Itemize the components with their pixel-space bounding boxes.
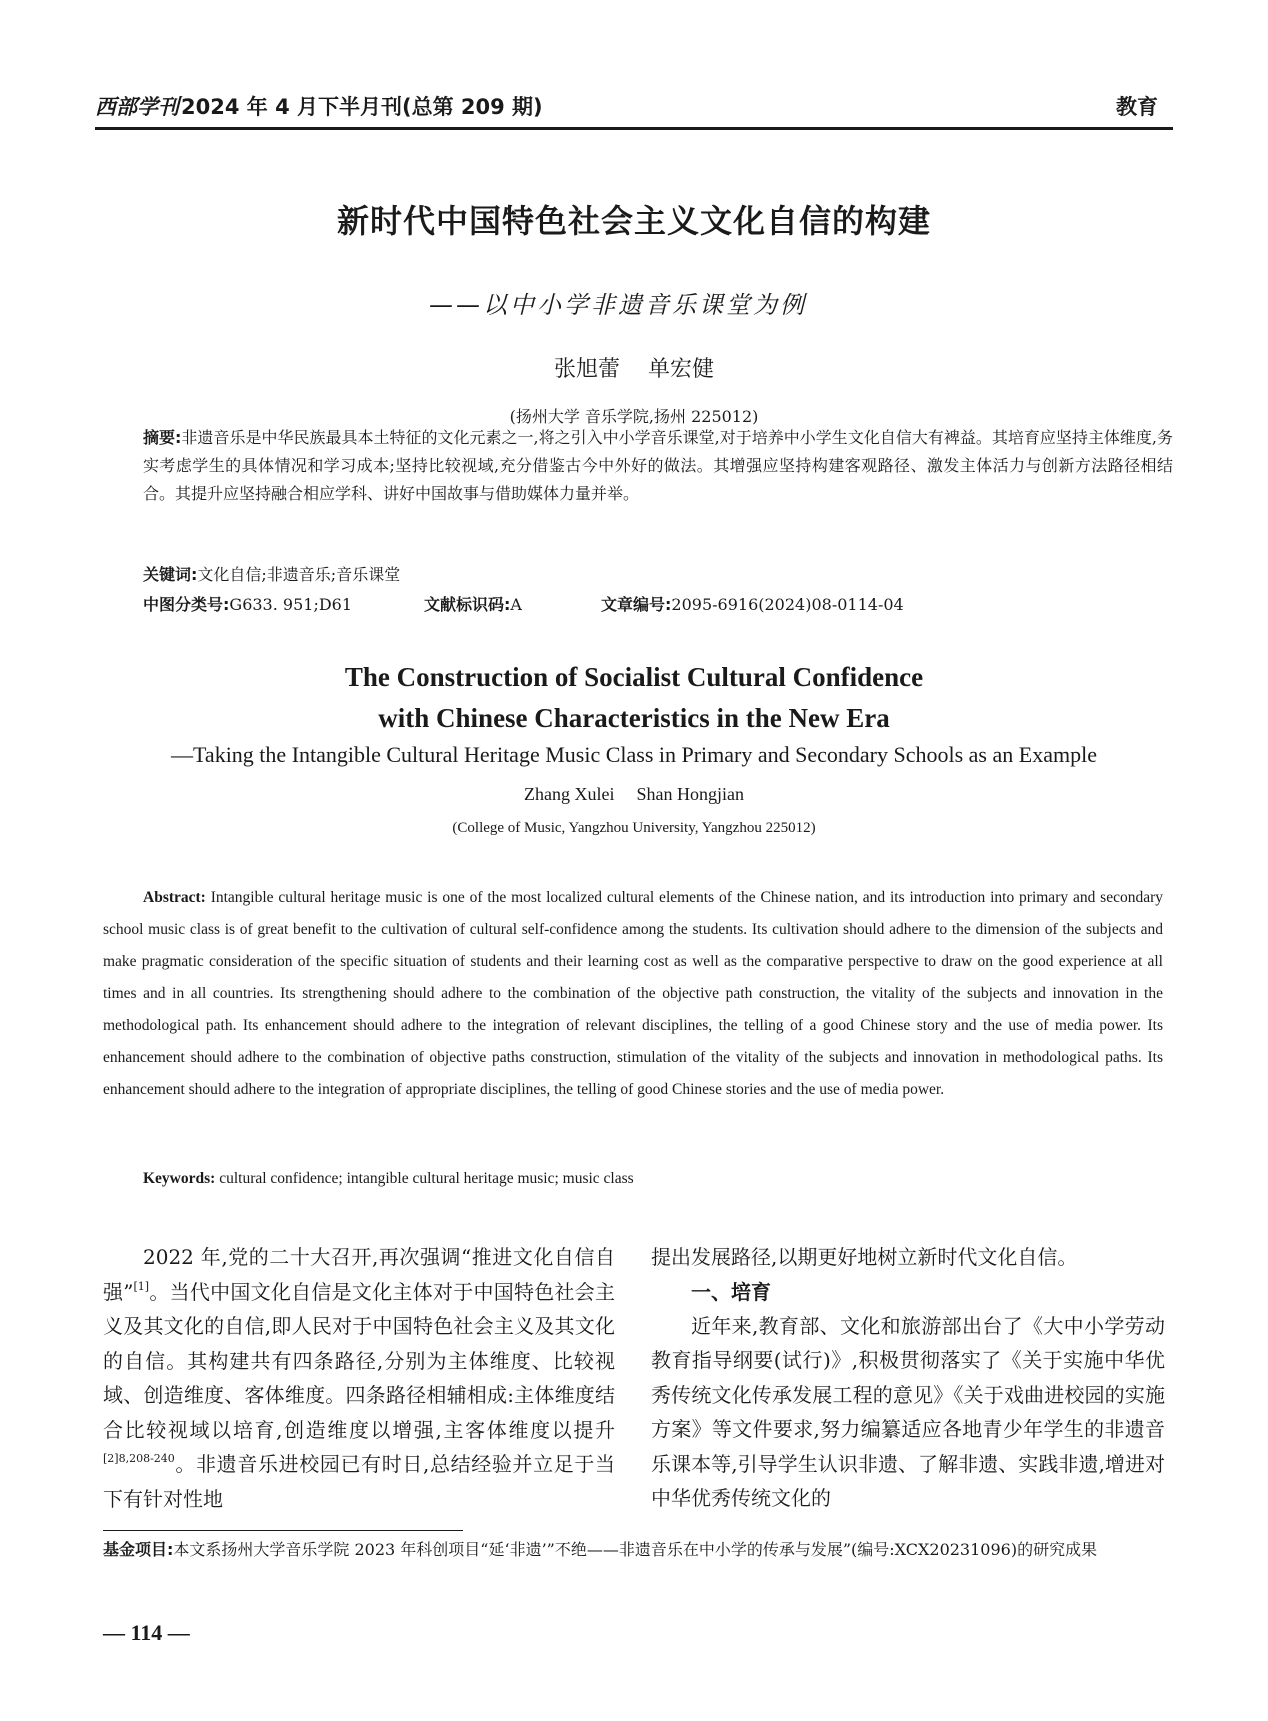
funding-label: 基金项目: (103, 1540, 174, 1559)
article-no-label: 文章编号: (601, 595, 672, 614)
keywords-en-label: Keywords: (143, 1170, 216, 1187)
abstract-cn (143, 424, 1173, 508)
article-title-en-line1: The Construction of Socialist Cultural Confidence (344, 662, 924, 692)
body-text: 。当代中国文化自信是文化主体对于中国特色社会主义及其文化的自信,即人民对于中国特色社会主义及其文化的自信。其构建共有四条路径,分别为主体维度、比较视域、创造维度、客体维度。四条路径相辅相成:主体维度结合比较视域以培育,创造维度以增强,主客体维度以提升 (103, 1279, 615, 1442)
citation-ref: [2]8,208-240 (103, 1452, 175, 1465)
footnote-rule (103, 1530, 463, 1531)
clc-label: 中图分类号: (143, 595, 230, 614)
journal-name: 西部学刊 (95, 94, 179, 119)
author-1-en: Zhang Xulei (524, 784, 615, 804)
issue-info: 2024 年 4 月下半月刊(总第 209 期) (181, 95, 543, 119)
authors-cn (0, 352, 1268, 383)
doc-code-value: A (510, 595, 522, 614)
body-right-column (651, 1240, 1165, 1516)
author-2-en: Shan Hongjian (636, 784, 744, 804)
abstract-en-text: Intangible cultural heritage music is one of the most localized cultural elements of the Chinese nation, and its introduction into primary and secondary school music class is of great benefit to the cultivation of cultural self-confidence among the students. Its cultivation should adhere to the dimension of the subjects and make pragmatic consideration of the specific situation of students and their learning cost as well as the comparative perspective to draw on the good experience at all times and in all countries. Its strengthening should adhere to the combination of the objective path construction, the vitality of the subjects and innovation in the methodological path. Its enhancement should adhere to the integration of relevant disciplines, the telling of a good Chinese story and the use of media power. Its enhancement should adhere to the combination of objective paths construction, stimulation of the vitality of the subjects and innovation in methodological paths. Its enhancement should adhere to the integration of appropriate disciplines, the telling of good Chinese stories and the use of media power. (103, 889, 1163, 1098)
abstract-en (103, 882, 1163, 1106)
keywords-en (143, 1170, 634, 1188)
article-title-en-line2: with Chinese Characteristics in the New Era (378, 703, 890, 733)
funding-text: 本文系扬州大学音乐学院 2023 年科创项目“延‘非遗’”不绝——非遗音乐在中小学的传承与发展”(编号:XCX20231096)的研究成果 (173, 1540, 1098, 1559)
keywords-cn-text: 文化自信;非遗音乐;音乐课堂 (197, 565, 401, 584)
journal-header (95, 91, 543, 121)
header-rule (95, 127, 1173, 130)
article-no-value: 2095-6916(2024)08-0114-04 (671, 595, 904, 614)
article-subtitle-cn: ——以中小学非遗音乐课堂为例 (429, 291, 807, 319)
citation-ref: [1] (133, 1279, 150, 1293)
author-2: 单宏健 (648, 357, 715, 382)
doc-code-label: 文献标识码: (424, 595, 511, 614)
article-subtitle-en: —Taking the Intangible Cultural Heritage Music Class in Primary and Secondary Schools as an Example (171, 742, 1097, 767)
clc-value: G633. 951;D61 (229, 595, 353, 614)
body-text: 提出发展路径,以期更好地树立新时代文化自信。 (651, 1245, 1078, 1269)
clc-number (143, 592, 352, 615)
article-title-cn: 新时代中国特色社会主义文化自信的构建 (336, 202, 931, 240)
affiliation-en: (College of Music, Yangzhou University, Yangzhou 225012) (452, 820, 816, 836)
keywords-cn (143, 562, 400, 585)
affiliation-cn: (扬州大学 音乐学院,扬州 225012) (509, 407, 759, 426)
section-label: 教育 (1116, 95, 1158, 119)
article-number (601, 592, 904, 615)
page-number: — 114 — (103, 1620, 190, 1645)
document-code (424, 592, 522, 615)
body-left-column (103, 1240, 615, 1516)
body-text: 2022 年,党的二十大召开,再次强调“推进文化自信自强” (103, 1245, 615, 1304)
abstract-cn-text: 非遗音乐是中华民族最具本土特征的文化元素之一,将之引入中小学音乐课堂,对于培养中小学生文化自信大有裨益。其培育应坚持主体维度,务实考虑学生的具体情况和学习成本;坚持比较视域,充分借鉴古今中外好的做法。其增强应坚持构建客观路径、激发主体活力与创新方法路径相结合。其提升应坚持融合相应学科、讲好中国故事与借助媒体力量并举。 (143, 428, 1173, 503)
keywords-cn-label: 关键词: (143, 565, 198, 584)
funding-footnote (103, 1536, 1163, 1564)
author-1: 张旭蕾 (553, 357, 620, 382)
section-heading: 一、培育 (691, 1279, 771, 1304)
body-text: 近年来,教育部、文化和旅游部出台了《大中小学劳动教育指导纲要(试行)》,积极贯彻落实了《关于实施中华优秀传统文化传承发展工程的意见》《关于戏曲进校园的实施方案》等文件要求,努力编纂适应各地青少年学生的非遗音乐课本等,引导学生认识非遗、了解非遗、实践非遗,增进对中华优秀传统文化的 (651, 1313, 1165, 1510)
body-text: 。非遗音乐进校园已有时日,总结经验并立足于当下有针对性地 (103, 1452, 615, 1511)
authors-en (0, 784, 1268, 805)
keywords-en-text: cultural confidence; intangible cultural heritage music; music class (219, 1170, 634, 1187)
abstract-en-label: Abstract: (143, 889, 206, 906)
abstract-cn-label: 摘要: (143, 428, 182, 447)
